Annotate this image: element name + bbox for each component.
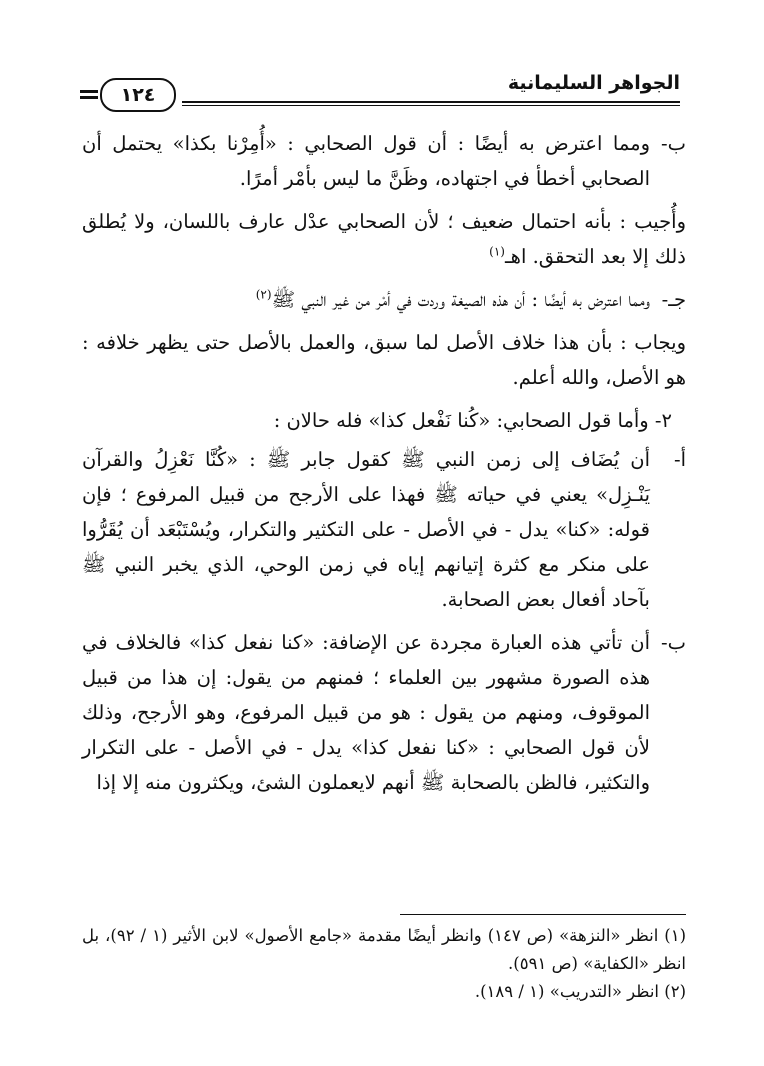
page-header: [80, 68, 680, 108]
heading-text: ٢- وأما قول الصحابي: «كُنا نَفْعل كذا» فله حالان :: [273, 409, 672, 432]
paragraph-text: ومما اعترض به أيضًا : أن قول الصحابي : «أُمِرْنا بكذا» يحتمل أن الصحابي أخطأ في اجتهاده، وظَنَّ ما ليس بأمْر أمرًا.: [82, 132, 650, 190]
list-item: [82, 282, 686, 317]
main-text: [82, 126, 686, 808]
list-item: [82, 442, 686, 617]
header-tab-line: [80, 96, 98, 99]
paragraph-text: ومما اعترض به أيضًا : أن هذه الصيغة وردت في أمْر من غير النبي ﷺ: [271, 288, 650, 311]
paragraph-text: أن يُضَاف إلى زمن النبي ﷺ كقول جابر ﷺ : «كُنَّا نَعْزِلُ والقرآن يَنْـزِل» يعني في حياته ﷺ فهذا على الأرجح من قبيل المرفوع ؛ فإن قوله: «كنا» يدل - في الأصل - على التكثير والتكرار، ويُسْتَبْعَد أن يُقَرُّوا على منكر مع كثرة إتيانهم إياه في زمن الوحي، الذي يخبر النبي ﷺ بآحاد أفعال بعض الصحابة.: [82, 448, 650, 611]
footnote-ref[interactable]: (٢): [255, 287, 272, 302]
footnote-separator: [400, 914, 686, 915]
footnote: (٢) انظر «التدريب» (١ / ١٨٩).: [474, 982, 686, 1001]
running-title: الجواهر السليمانية: [507, 72, 680, 94]
footnote-ref[interactable]: (١): [489, 244, 505, 259]
header-rule: [182, 101, 680, 103]
section-heading: [82, 403, 686, 438]
footnotes: [82, 922, 686, 1006]
item-marker: ب-: [661, 132, 686, 155]
header-tab-line: [80, 90, 98, 93]
paragraph-text: أن تأتي هذه العبارة مجردة عن الإضافة: «كنا نفعل كذا» فالخلاف في هذه الصورة مشهور بين العلماء ؛ فمنهم من يقول: إن هذا من قبيل الموقوف، ومنهم من يقول : هو من قبيل المرفوع، وهو الأرجح، وذلك لأن قول الصحابي : «كنا نفعل كذا» يدل - في الأصل - على التكرار والتكثير، فالظن بالصحابة ﷺ أنهم لايعملون الشئ، ويكثرون منه إلا إذا: [82, 631, 650, 794]
item-marker: جـ-: [661, 288, 686, 311]
list-item: [82, 625, 686, 800]
paragraph: [82, 204, 686, 274]
paragraph-text: ويجاب : بأن هذا خلاف الأصل لما سبق، والعمل بالأصل حتى يظهر خلافه : هو الأصل، والله أعلم.: [82, 331, 686, 389]
paragraph: [82, 325, 686, 395]
item-marker: ب-: [661, 631, 686, 654]
header-rule-thin: [182, 105, 680, 106]
paragraph-text: وأُجيب : بأنه احتمال ضعيف ؛ لأن الصحابي عدْل عارف باللسان، ولا يُطلق ذلك إلا بعد التحقق. اهـ: [82, 210, 686, 268]
item-marker: أ-: [673, 448, 686, 471]
list-item: [82, 126, 686, 196]
page-number: ١٢٤: [100, 78, 176, 112]
footnote: (١) انظر «النزهة» (ص ١٤٧) وانظر أيضًا مقدمة «جامع الأصول» لابن الأثير (١ / ٩٢)، بل انظر «الكفاية» (ص ٥٩١).: [82, 926, 686, 973]
